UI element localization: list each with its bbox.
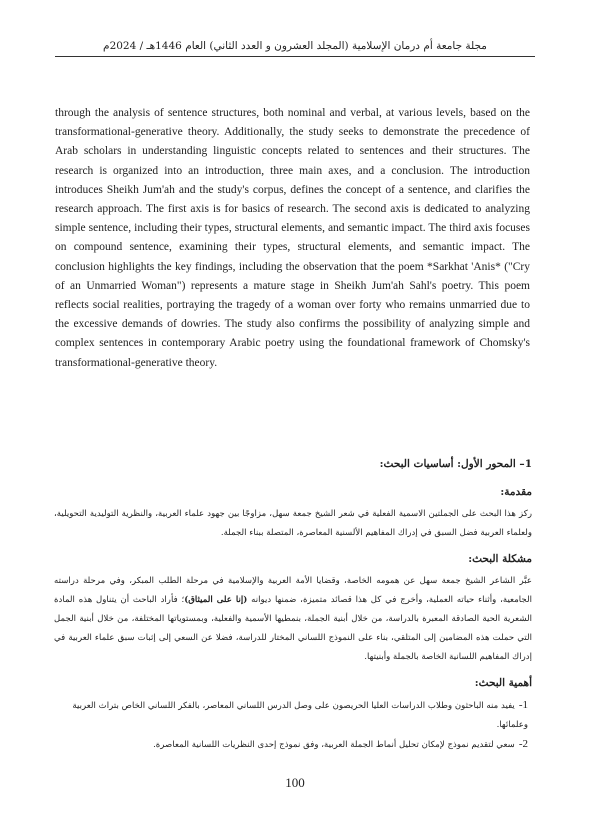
list-item-number: 1- bbox=[518, 699, 528, 711]
problem-heading: مشكلة البحث: bbox=[468, 553, 532, 565]
page-number: 100 bbox=[285, 775, 305, 790]
problem-text-after: ؛ فأراد الباحث أن يتناول هذه المادة الشعرية الحية الصادقة المعبرة بالدراسة، من خلال أبنية الجملة، بنمطيها الأسمية والفعلية، وبمستوياتها المختلفة، من خلال أبنية الجمل التي حملت هذه المضامين إلى المتلقي، بناء على النموذج اللساني المختار للدراسة، فضلا عن السعي إلى إثبات سبق علماء العربية في إدراك المفاهيم اللسانية الخاصة بالجملة وأبنيتها. bbox=[54, 595, 532, 662]
diwan-title: (إنا على الميثاق) bbox=[184, 595, 248, 605]
section-heading: 1– المحور الأول: أساسيات البحث: bbox=[379, 458, 532, 470]
intro-paragraph: ركز هذا البحث على الجملتين الاسمية الفعلية في شعر الشيخ جمعة سهل، مزاوجًا بين جهود علماء العربية، والنظرية التوليدية التحويلية، ولعلماء العربية فضل السبق في إدراك المفاهيم الألسنية المعاصرة، المتصلة ببناء الجملة. bbox=[54, 509, 532, 538]
header-rule bbox=[55, 56, 535, 57]
intro-heading: مقدمة: bbox=[500, 486, 532, 498]
importance-heading: أهمية البحث: bbox=[474, 677, 532, 689]
running-header: مجلة جامعة أم درمان الإسلامية (المجلد العشرون و العدد الثاني) العام 1446هـ / 2024م bbox=[103, 40, 487, 52]
list-item-number: 2- bbox=[518, 738, 528, 750]
problem-paragraph bbox=[54, 572, 532, 667]
list-item-text: سعي لتقديم نموذج لإمكان تحليل أنماط الجملة العربية، وفق نموذج إحدى النظريات اللسانية المعاصرة. bbox=[153, 740, 515, 750]
list-item-text: يفيد منه الباحثون وطلاب الدراسات العليا الحريصون على وصل الدرس اللساني المعاصر، بالفكر اللساني الخاص بتراث العربية وعلمائها. bbox=[72, 701, 528, 730]
list-item bbox=[54, 696, 532, 735]
english-abstract: through the analysis of sentence structures, both nominal and verbal, at various levels, based on the transformational-generative theory. Additionally, the study seeks to demonstrate the precedence of Arab scholars in understanding linguistic concepts related to sentences and their structures. The research is organized into an introduction, three main axes, and a conclusion. The introduction introduces Sheikh Jum'ah and the study's corpus, defines the concept of a sentence, and clarifies the research approach. The first axis is for basics of research. The second axis is dedicated to analyzing simple sentence, including their types, structural elements, and semantic impact. The third axis focuses on compound sentence, examining their types, structural elements, and semantic impact. The conclusion highlights the key findings, including the observation that the poem *Sarkhat 'Anis* ("Cry of an Unmarried Woman") represents a mature stage in Sheikh Jum'ah Sahl's poetry. This poem reflects social realities, portraying the tragedy of a woman over forty who remains unmarried due to the excessive demands of dowries. The study also confirms the possibility of analyzing simple and complex sentences in contemporary Arabic poetry using the foundational framework of Chomsky's transformational-generative theory. bbox=[55, 107, 530, 369]
problem-text-before: عبَّر الشاعر الشيخ جمعة سهل عن همومه الخاصة، وقضايا الأمة العربية والإسلامية في مرحلة الطلب المبكر، وفي مرحلة دراسته الجامعية، وأثناء حياته العملية، وأخرج في كل هذا قصائد متميزة، ضمنها ديوانه bbox=[54, 576, 532, 605]
importance-list bbox=[54, 696, 532, 755]
list-item bbox=[54, 735, 532, 755]
